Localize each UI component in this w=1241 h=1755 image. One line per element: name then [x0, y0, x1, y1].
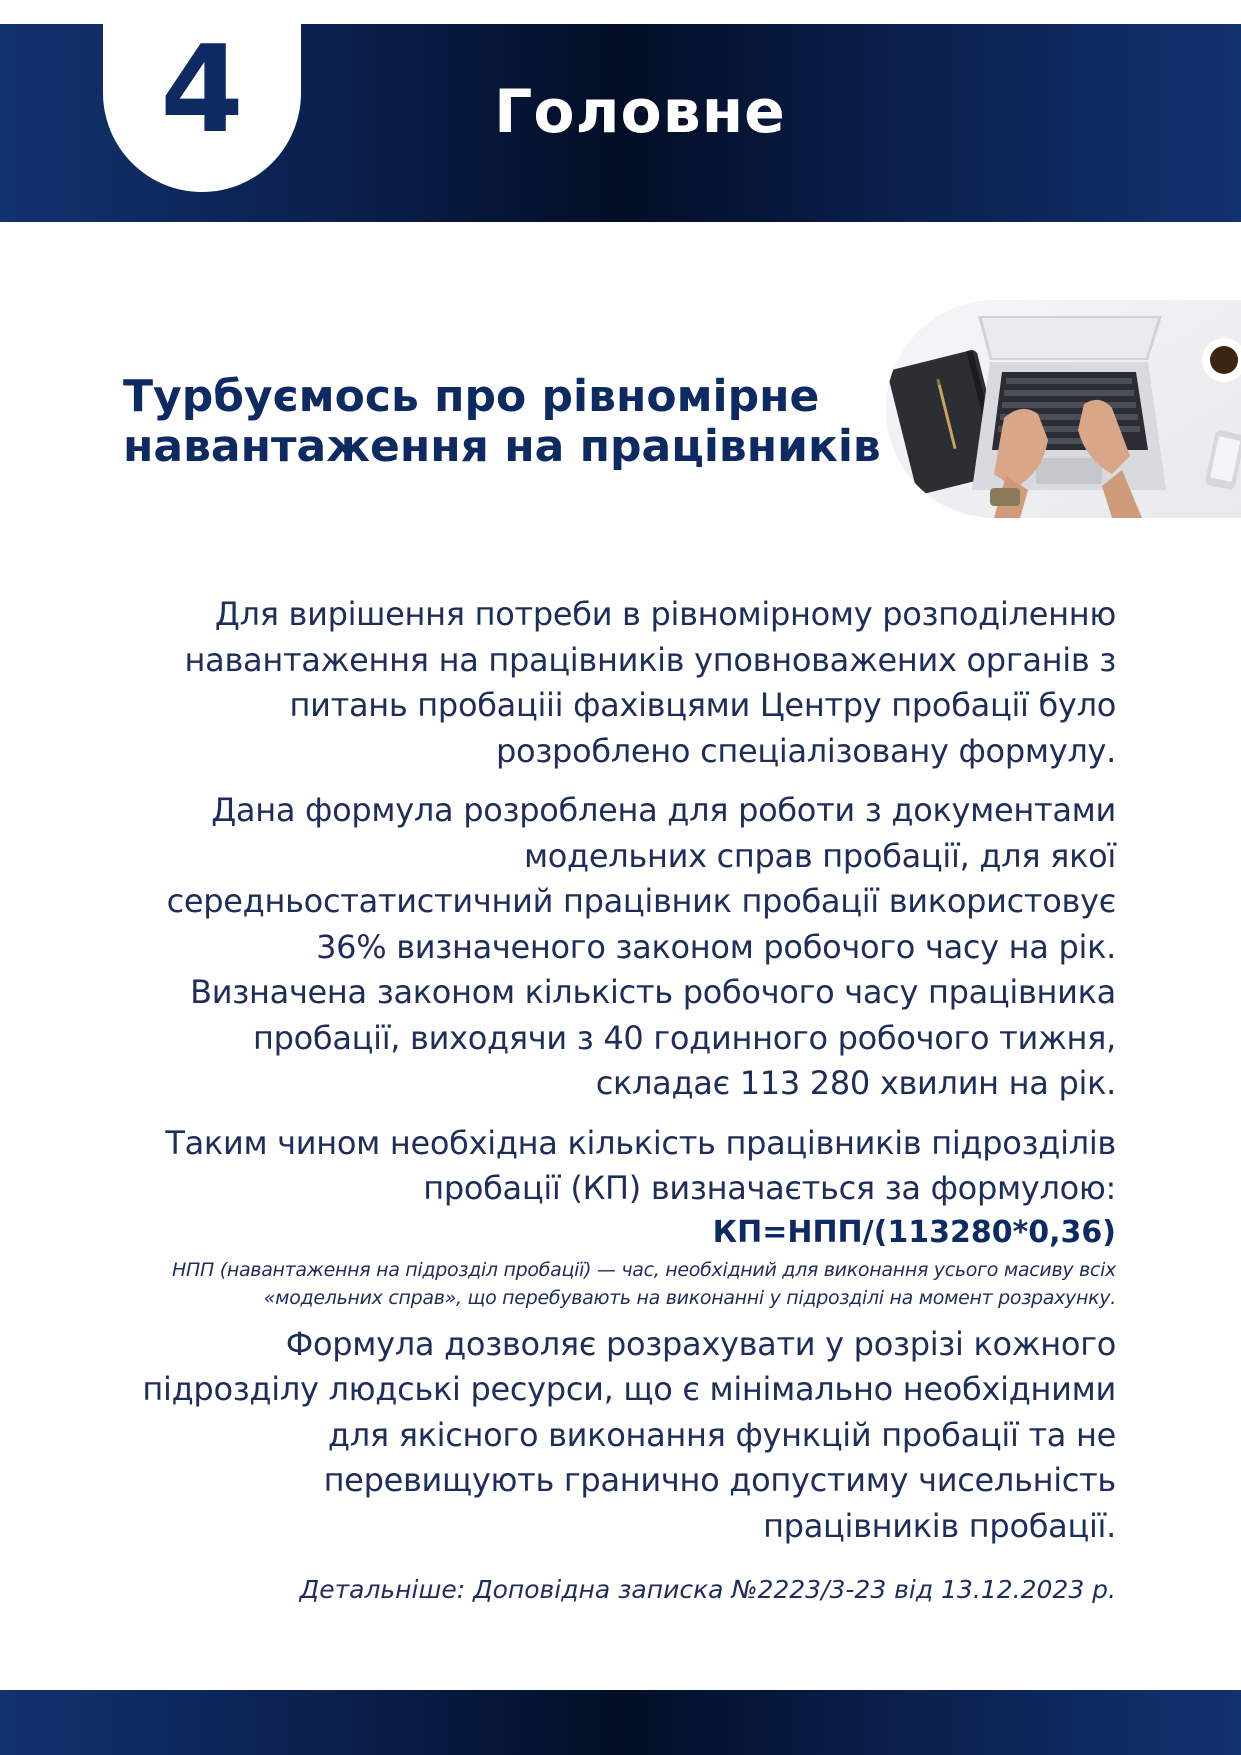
- footer-band: [0, 1690, 1241, 1755]
- paragraph-2: Дана формула розроблена для роботи з документами модельних справ пробації, для якої середньостатистичний працівник пробації використовує 36% визначеного законом робочого часу на рік. Визначена законом кількість робочого часу працівника пробації, виходячи з 40 годинного робочого тижня, складає 113 280 хвилин на рік.: [166, 791, 1116, 1102]
- laptop-notebook-photo-icon: [886, 300, 1241, 518]
- section-heading-line-1: Турбуємось про рівномірне: [123, 371, 820, 422]
- page-title: Головне: [494, 77, 786, 147]
- formula-note: НПП (навантаження на підрозділ пробації) — час, необхідний для виконання усього масиву всіх «модельних справ», що перебувають на виконанні у підрозділі на момент розрахунку.: [172, 1258, 1116, 1309]
- section-number-tab: [103, 0, 301, 192]
- paragraph-4: Формула дозволяє розрахувати у розрізі кожного підрозділу людські ресурси, що є мінімально необхідними для якісного виконання функцій пробації та не перевищують гранично допустиму чисельність працівників пробації.: [142, 1324, 1116, 1545]
- paragraph-1: Для вирішення потреби в рівномірному розподіленню навантаження на працівників уповноважених органів з питань пробацііі фахівцями Центру пробації було розроблено спеціалізовану формулу.: [184, 595, 1116, 770]
- reference-note: Детальніше: Доповідна записка №2223/3-23 від 13.12.2023 р.: [299, 1575, 1116, 1604]
- body-text-block: [140, 592, 1116, 1607]
- staffing-formula: КП=НПП/(113280*0,36): [712, 1214, 1116, 1250]
- section-heading: [123, 372, 903, 472]
- laptop-photo: [886, 300, 1241, 518]
- paragraph-3: Таким чином необхідна кількість працівників підрозділів пробації (КП) визначається за формулою:: [165, 1123, 1116, 1207]
- section-heading-line-2: навантаження на працівників: [123, 421, 881, 472]
- section-number: 4: [160, 21, 244, 160]
